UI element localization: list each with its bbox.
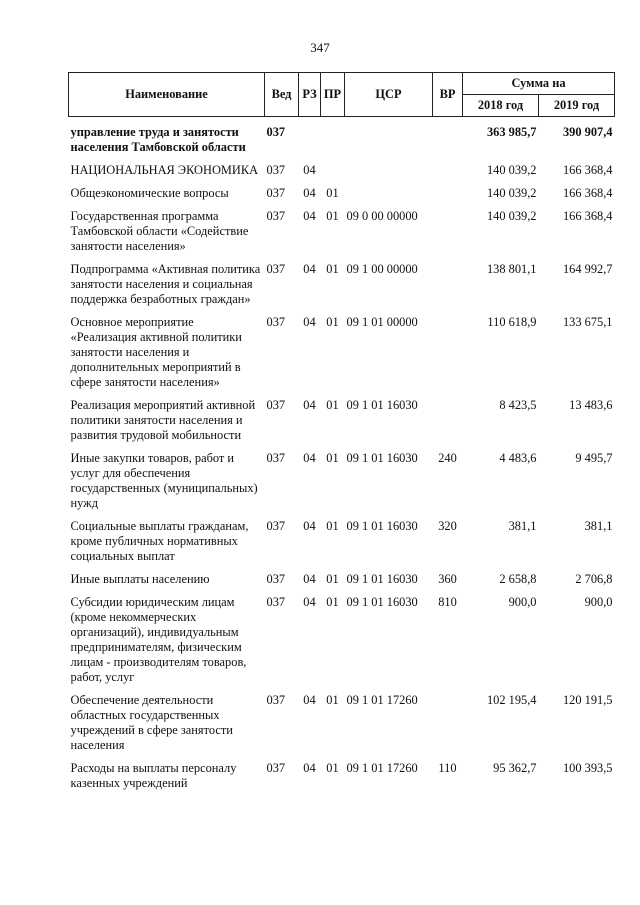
row-2018: 4 483,6 (499, 451, 537, 465)
table-row (69, 186, 615, 209)
page-number: 347 (310, 40, 330, 55)
row-2018: 102 195,4 (486, 693, 537, 707)
row-2019: 900,0 (584, 595, 613, 609)
row-name: Иные закупки товаров, работ и услуг для обеспечения государственных (муниципальных) нужд (70, 451, 258, 510)
row-rz: 04 (303, 693, 316, 707)
row-csr: 09 1 01 17260 (346, 693, 418, 707)
header-sum: Сумма на (463, 73, 615, 95)
row-vr (433, 163, 463, 186)
row-rz: 04 (303, 186, 316, 200)
table-row (69, 693, 615, 761)
row-vr: 810 (438, 595, 457, 609)
row-pr: 01 (326, 398, 339, 412)
row-vr (433, 693, 463, 761)
row-csr: 09 1 01 16030 (346, 519, 418, 533)
table-row (69, 315, 615, 398)
row-rz: 04 (303, 398, 316, 412)
table-row (69, 595, 615, 693)
row-vr: 110 (438, 761, 457, 775)
row-rz: 04 (303, 163, 316, 177)
row-rz: 04 (303, 761, 316, 775)
row-ved: 037 (266, 761, 286, 775)
table-body (69, 117, 615, 800)
row-ved: 037 (266, 398, 286, 412)
row-pr: 01 (326, 519, 339, 533)
row-pr: 01 (326, 761, 339, 775)
row-2019: 166 368,4 (562, 163, 613, 177)
row-2019: 100 393,5 (562, 761, 613, 775)
row-name: Общеэкономические вопросы (70, 186, 229, 200)
row-ved: 037 (266, 693, 286, 707)
row-ved: 037 (266, 209, 286, 223)
row-ved: 037 (266, 262, 286, 276)
row-vr (433, 398, 463, 451)
row-ved: 037 (266, 186, 286, 200)
row-pr: 01 (326, 595, 339, 609)
table-header (69, 73, 615, 117)
row-2018: 2 658,8 (499, 572, 537, 586)
row-2018: 140 039,2 (486, 209, 537, 223)
row-csr (345, 163, 433, 186)
header-2018: 2018 год (463, 95, 539, 117)
row-2019: 381,1 (584, 519, 613, 533)
row-name: Подпрограмма «Активная политика занятости населения и социальная поддержка безработных граждан» (70, 262, 261, 306)
row-csr: 09 1 01 16030 (346, 595, 418, 609)
table-row (69, 117, 615, 164)
row-pr: 01 (326, 451, 339, 465)
row-csr: 09 1 00 00000 (346, 262, 418, 276)
row-vr: 240 (438, 451, 457, 465)
row-csr: 09 1 01 00000 (346, 315, 418, 329)
row-2019: 166 368,4 (562, 186, 613, 200)
row-csr: 09 1 01 17260 (346, 761, 418, 775)
header-csr: ЦСР (345, 73, 433, 117)
row-ved: 037 (266, 572, 286, 586)
row-rz: 04 (303, 595, 316, 609)
row-2018: 363 985,7 (486, 125, 537, 139)
table-row (69, 519, 615, 572)
table-row (69, 163, 615, 186)
row-rz: 04 (303, 572, 316, 586)
row-rz: 04 (303, 262, 316, 276)
row-name: Обеспечение деятельности областных государственных учреждений в сфере занятости населения (70, 693, 233, 752)
row-csr (345, 186, 433, 209)
table-row (69, 209, 615, 262)
row-csr: 09 0 00 00000 (346, 209, 418, 223)
row-name: управление труда и занятости населения Тамбовской области (70, 125, 246, 154)
row-name: Государственная программа Тамбовской области «Содействие занятости населения» (70, 209, 249, 253)
row-2019: 13 483,6 (569, 398, 613, 412)
row-csr: 09 1 01 16030 (346, 398, 418, 412)
row-2018: 140 039,2 (486, 163, 537, 177)
row-name: НАЦИОНАЛЬНАЯ ЭКОНОМИКА (70, 163, 259, 177)
row-rz: 04 (303, 451, 316, 465)
row-vr (433, 117, 463, 164)
row-name: Субсидии юридическим лицам (кроме некоммерческих организаций), индивидуальным предпринимателям, физическим лицам - производителям товаров, работ, услуг (70, 595, 247, 684)
row-ved: 037 (266, 595, 286, 609)
row-2019: 2 706,8 (575, 572, 613, 586)
row-2019: 390 907,4 (562, 125, 613, 139)
row-pr (321, 117, 345, 164)
row-pr: 01 (326, 693, 339, 707)
header-ved: Вед (265, 73, 299, 117)
row-name: Расходы на выплаты персоналу казенных учреждений (70, 761, 237, 790)
row-rz: 04 (303, 209, 316, 223)
row-pr: 01 (326, 262, 339, 276)
row-vr (433, 262, 463, 315)
row-csr: 09 1 01 16030 (346, 572, 418, 586)
row-vr: 320 (438, 519, 457, 533)
row-2018: 8 423,5 (499, 398, 537, 412)
row-vr (433, 315, 463, 398)
row-ved: 037 (266, 163, 286, 177)
row-rz: 04 (303, 315, 316, 329)
row-ved: 037 (266, 315, 286, 329)
row-pr (321, 163, 345, 186)
header-name: Наименование (69, 73, 265, 117)
row-ved: 037 (266, 451, 286, 465)
row-ved: 037 (266, 125, 286, 139)
row-rz (299, 117, 321, 164)
row-2019: 164 992,7 (562, 262, 613, 276)
row-pr: 01 (326, 315, 339, 329)
row-2019: 133 675,1 (562, 315, 613, 329)
row-rz: 04 (303, 519, 316, 533)
row-pr: 01 (326, 186, 339, 200)
row-2018: 381,1 (508, 519, 537, 533)
table-row (69, 451, 615, 519)
row-vr (433, 209, 463, 262)
budget-table (68, 72, 615, 799)
row-vr: 360 (438, 572, 457, 586)
table-row (69, 398, 615, 451)
table-row (69, 572, 615, 595)
row-vr (433, 186, 463, 209)
row-name: Основное мероприятие «Реализация активной политики занятости населения и дополнительных мероприятий в сфере занятости населения» (70, 315, 242, 389)
row-2018: 900,0 (508, 595, 537, 609)
row-name: Социальные выплаты гражданам, кроме публичных нормативных социальных выплат (70, 519, 249, 563)
row-2018: 110 618,9 (487, 315, 537, 329)
row-name: Реализация мероприятий активной политики занятости населения и развития трудовой мобильности (70, 398, 256, 442)
row-2018: 138 801,1 (486, 262, 537, 276)
header-pr: ПР (321, 73, 345, 117)
table-row (69, 761, 615, 799)
row-2018: 140 039,2 (486, 186, 537, 200)
row-pr: 01 (326, 572, 339, 586)
header-rz: РЗ (299, 73, 321, 117)
row-2019: 166 368,4 (562, 209, 613, 223)
row-ved: 037 (266, 519, 286, 533)
row-csr (345, 117, 433, 164)
row-pr: 01 (326, 209, 339, 223)
table-row (69, 262, 615, 315)
row-name: Иные выплаты населению (70, 572, 210, 586)
row-csr: 09 1 01 16030 (346, 451, 418, 465)
header-vr: ВР (433, 73, 463, 117)
row-2019: 9 495,7 (575, 451, 613, 465)
row-2018: 95 362,7 (493, 761, 537, 775)
header-2019: 2019 год (539, 95, 615, 117)
row-2019: 120 191,5 (562, 693, 613, 707)
